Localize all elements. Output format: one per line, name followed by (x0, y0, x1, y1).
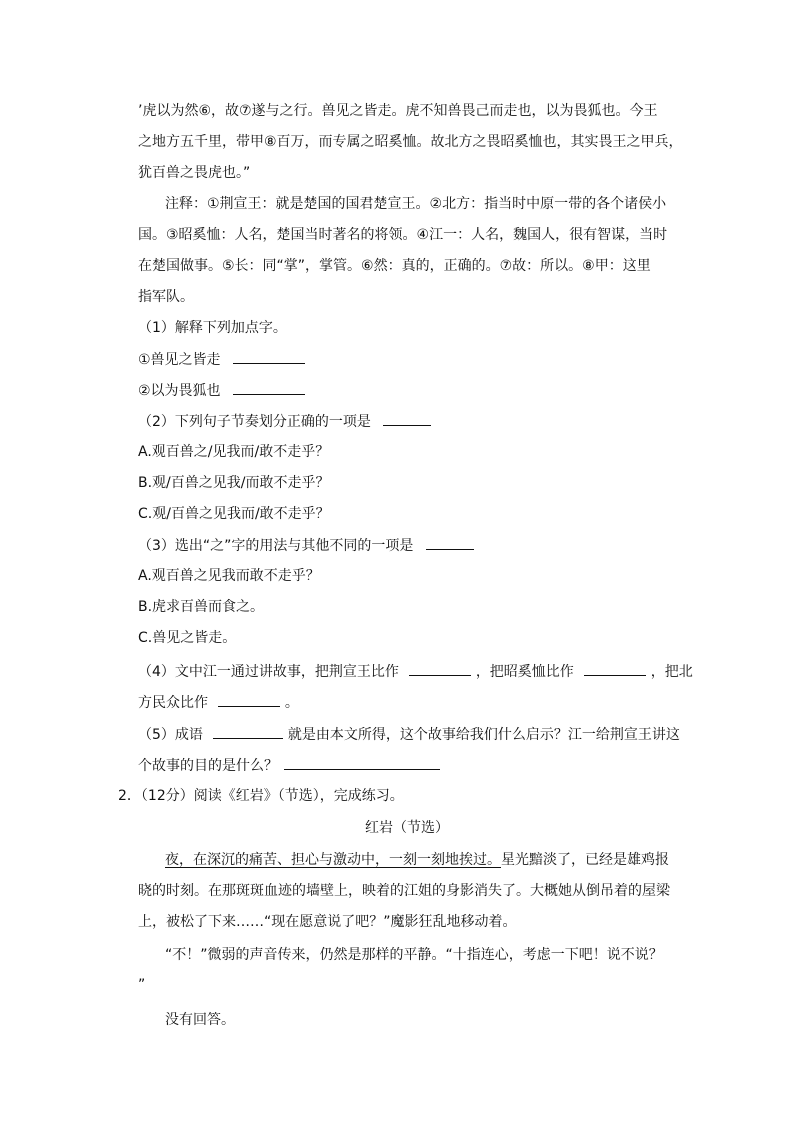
answer-blank[interactable] (426, 535, 474, 550)
excerpt-line: 没有回答。 (165, 1012, 235, 1028)
excerpt-line (165, 850, 669, 870)
prompt-text: （3）选出“之”字的用法与其他不同的一项是 (138, 538, 414, 554)
option-c: C.兽见之皆走。 (138, 630, 237, 646)
prompt-text: （4）文中江一通过讲故事，把荆宣王比作 (138, 664, 399, 680)
item-text: ②以为畏狐也 (138, 383, 221, 399)
prompt-text: （2）下列句子节奏划分正确的一项是 (138, 414, 371, 430)
prompt-text: ，把昭奚恤比作 (475, 664, 574, 680)
question-1-item (138, 349, 305, 370)
prompt-text: （5）成语 (138, 727, 203, 743)
option-c: C.观/百兽之见我而/敢不走乎？ (138, 506, 330, 522)
answer-blank[interactable] (218, 692, 280, 707)
answer-blank[interactable] (284, 755, 440, 770)
prompt-text: 方民众比作 (138, 695, 208, 711)
prompt-text: 。 (284, 695, 299, 711)
option-a: A.观百兽之见我而敢不走乎？ (138, 568, 320, 584)
excerpt-line: “不！”微弱的声音传来，仍然是那样的平静。“十指连心，考虑一下吧！说不说？ (165, 947, 663, 963)
prompt-text: ，把北 (650, 664, 693, 680)
notes-line: 国。③昭奚恤：人名，楚国当时著名的将领。④江一：人名，魏国人，很有智谋，当时 (138, 227, 668, 243)
item-text: ①兽见之皆走 (138, 352, 221, 368)
question-1-prompt: （1）解释下列加点字。 (138, 320, 287, 336)
section-header-text: （12分）阅读《红岩》（节选），完成练习。 (140, 788, 404, 804)
question-4-line (138, 661, 693, 682)
question-3-prompt (138, 535, 474, 556)
question-4-line (138, 692, 299, 713)
option-a: A.观百兽之/见我而/敢不走乎？ (138, 444, 330, 460)
excerpt-line: 晓的时刻。在那斑斑血迹的墙壁上，映着的江姐的身影消失了。大概她从倒吊着的屋梁 (138, 883, 670, 899)
notes-line: 指军队。 (138, 289, 194, 305)
answer-blank[interactable] (584, 661, 646, 676)
answer-blank[interactable] (213, 724, 283, 739)
passage-line: 犹百兽之畏虎也。” (138, 165, 251, 181)
answer-blank[interactable] (233, 349, 305, 364)
prompt-text: 就是由本文所得，这个故事给我们什么启示？江一给荆宣王讲这 (287, 727, 680, 743)
question-2-prompt (138, 411, 431, 432)
question-5-line (138, 724, 680, 745)
excerpt-line: 上，被松了下来……“现在愿意说了吧？”魔影狂乱地移动着。 (138, 914, 517, 930)
question-5-line (138, 755, 440, 776)
option-b: B.虎求百兽而食之。 (138, 599, 265, 615)
answer-blank[interactable] (383, 411, 431, 426)
passage-line: ’虎以为然⑥，故⑦遂与之行。兽见之皆走。虎不知兽畏己而走也，以为畏狐也。今王 (138, 103, 658, 119)
passage-line: 之地方五千里，带甲⑧百万，而专属之昭奚恤。故北方之畏昭奚恤也，其实畏王之甲兵， (138, 134, 683, 150)
question-1-item (138, 380, 305, 401)
excerpt-text: 星光黯淡了，已经是雄鸡报 (501, 852, 669, 868)
notes-line: 注释：①荆宣王：就是楚国的国君楚宣王。②北方：指当时中原一带的各个诸侯小 (165, 196, 667, 212)
excerpt-line: ” (138, 977, 146, 993)
answer-blank[interactable] (233, 380, 305, 395)
excerpt-title: 红岩（节选） (365, 820, 449, 836)
answer-blank[interactable] (409, 661, 471, 676)
question-number: 2． (118, 788, 141, 804)
option-b: B.观/百兽之见我/而敢不走乎？ (138, 475, 330, 491)
notes-line: 在楚国做事。⑤长：同“掌”，掌管。⑥然：真的，正确的。⑦故：所以。⑧甲：这里 (138, 258, 651, 274)
section-2-header (118, 786, 404, 806)
prompt-text: 个故事的目的是什么？ (138, 758, 278, 774)
underlined-sentence: 夜，在深沉的痛苦、担心与激动中，一刻一刻地挨过。 (165, 852, 501, 868)
